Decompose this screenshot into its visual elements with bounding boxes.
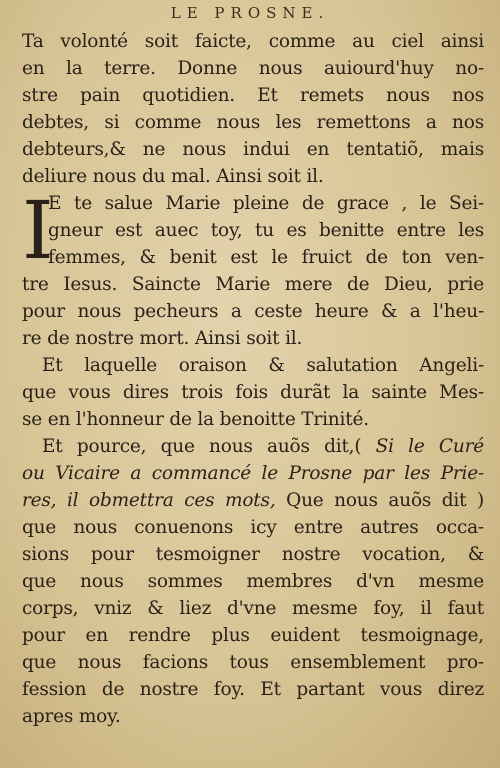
text-line [22,487,484,514]
text-line: debteurs,& ne nous indui en tentatiõ, mais [22,139,484,160]
text-line: pour en rendre plus euident tesmoignage, [22,625,484,646]
text-line: en la terre. Donne nous auiourd'huy no- [22,58,484,79]
text-line: sions pour tesmoigner nostre vocation, & [22,544,484,565]
paragraph-ave-maria [22,184,484,352]
text-line: stre pain quotidien. Et remets nous nos [22,85,484,106]
text-line: Ta volonté soit faicte, comme au ciel ainsi [22,31,484,52]
text-line: femmes, & benit est le fruict de ton ven- [48,247,484,268]
text-line: pour nous pecheurs a ceste heure & a l'heu- [22,301,484,322]
text-line: apres moy. [22,706,121,727]
text-line: debtes, si comme nous les remettons a nos [22,112,484,133]
text-line: gneur est auec toy, tu es benitte entre les [48,220,484,241]
paragraph-instruction [22,352,484,433]
running-header: LE PROSNE. [170,4,330,22]
text-line: que nous conuenons icy entre autres occa- [22,517,484,538]
text-line: que nous sommes membres d'vn mesme [22,571,484,592]
text-line: tre Iesus. Saincte Marie mere de Dieu, prie [22,274,484,295]
text-roman: Que nous auõs dit ) [275,490,484,511]
text-line: se en l'honneur de la benoitte Trinité. [22,409,369,430]
rubric-italic: ou Vicaire a commancé le Prosne par les Prie- [22,463,484,484]
text-line: deliure nous du mal. Ainsi soit il. [22,166,324,187]
drop-capital: I [22,184,54,277]
paragraph-pater-ending [22,28,484,190]
text-line [22,433,484,460]
text-line: corps, vniz & liez d'vne mesme foy, il faut [22,598,484,619]
rubric-italic: res, il obmettra ces mots, [22,490,276,511]
text-line: Et laquelle oraison & salutation Angeli- [42,355,484,376]
text-line: que vous dires trois fois durãt la sainte Mes- [22,382,484,403]
page-text [22,28,484,730]
text-roman: Et pource, que nous auõs dit,( [42,436,362,457]
rubric-italic: Si le Curé [361,436,484,457]
text-line: fession de nostre foy. Et partant vous direz [22,679,484,700]
text-line: que nous facions tous ensemblement pro- [22,652,484,673]
text-line: E te salue Marie pleine de grace , le Sei- [48,193,484,214]
paragraph-profession [22,433,484,730]
text-line: re de nostre mort. Ainsi soit il. [22,328,303,349]
